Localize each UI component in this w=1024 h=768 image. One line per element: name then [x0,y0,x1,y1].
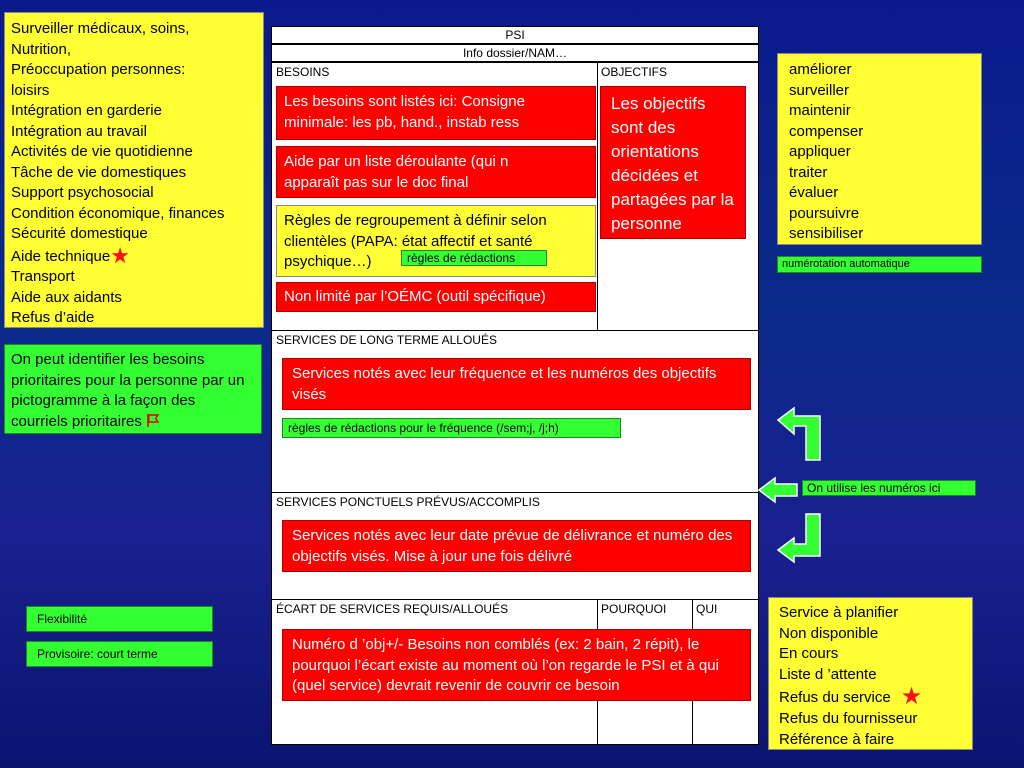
info-dossier: Info dossier/NAM… [462,46,568,60]
ecart-note [282,629,751,701]
psi-title-row [271,26,759,44]
statut-item: Service à planifier [779,604,899,621]
besoin-item-label: Aide technique [11,247,111,265]
statut-item-label: Refus du service [779,689,891,706]
verbe-item: poursuivre [789,204,860,222]
besoins-note-2 [276,146,596,198]
besoin-item: Aide aux aidants [11,288,122,306]
ecart-note-text: Numéro d ’obj+/- Besoins non comblés (ex: 2 bain, 2 répit), le pourquoi l’écart existe au moment où l’on regarde le PSI et à qui (quel service) devrait revenir de couvrir ce besoin [292,636,719,694]
long-terme-note [282,358,751,410]
objectifs-note [600,86,746,239]
ponctuels-note-text: Services notés avec leur date prévue de délivrance et numéro des objectifs visés. Mise à jour une fois délivré [292,527,733,565]
numeros-ici-label [802,480,976,496]
besoin-item: Nutrition, [11,40,72,58]
pourquoi-header: POURQUOI [601,602,667,616]
verbe-item: maintenir [789,102,851,119]
star-icon: ★ [110,242,130,268]
besoins-note-3-text: Règles de regroupement à définir selon clientèles (PAPA: état affectif et santé psychique…) [284,212,547,270]
frequence-rule-label [282,418,621,438]
besoin-item: loisirs [11,81,50,99]
psi-title: PSI [505,28,525,42]
besoins-note-4 [276,282,596,312]
provisoire-text: Provisoire: court terme [37,647,158,661]
besoin-item: Intégration au travail [11,122,147,140]
flexibilite-text: Flexibilité [37,612,88,626]
star-icon: ★ [900,683,923,710]
statut-item: En cours [779,645,839,662]
ponctuels-header: SERVICES PONCTUELS PRÉVUS/ACCOMPLIS [276,495,540,509]
besoins-note-3 [276,205,596,277]
besoins-list-box [4,12,264,328]
numeros-ici-text: On utilise les numéros ici [807,481,941,495]
regles-redaction-text: règles de rédactions [407,251,516,265]
arrow-icon [776,512,822,564]
flag-icon [146,413,160,435]
numerotation-label [777,256,982,273]
long-terme-section [271,330,759,493]
priority-note-text: On peut identifier les besoins prioritaires pour la personne par un pictogramme à la façon des courriels prioritaires [11,351,245,430]
verbe-item: améliorer [789,61,852,78]
besoin-item [11,242,263,268]
besoin-item: Refus d’aide [11,309,95,326]
verbe-item: surveiller [789,81,850,99]
besoins-note-4-text: Non limité par l’OÉMC (outil spécifique) [284,288,546,305]
besoin-item: Intégration en garderie [11,102,162,119]
provisoire-label [26,641,213,667]
statut-item: Non disponible [779,624,879,642]
besoin-item: Transport [11,268,75,285]
besoins-header: BESOINS [276,65,330,79]
statut-service-box [768,597,973,750]
verbe-item: sensibiliser [789,225,864,242]
verbes-box [777,53,982,245]
besoin-item: Tâche de vie domestiques [11,163,187,181]
besoins-note-1 [276,86,596,140]
frequence-rule-text: règles de rédactions pour le fréquence (/sem;j, /j;h) [288,421,559,435]
regles-redaction-label [401,250,547,266]
statut-item: Refus du fournisseur [779,710,918,727]
besoins-note-2-text: Aide par un liste déroulante (qui n apparaît pas sur le doc final [284,153,509,191]
long-terme-header: SERVICES DE LONG TERME ALLOUÉS [276,333,497,347]
objectifs-note-text: Les objectifs sont des orientations décidées et partagées par la personne [611,94,734,233]
besoins-note-1-text: Les besoins sont listés ici: Consigne minimale: les pb, hand., instab ress [284,93,525,131]
long-terme-note-text: Services notés avec leur fréquence et les numéros des objectifs visés [292,365,717,403]
besoin-item: Préoccupation personnes: [11,61,186,78]
objectifs-header: OBJECTIFS [601,65,668,79]
priority-note-box [4,344,262,434]
arrow-icon [776,406,822,462]
besoin-item: Activités de vie quotidienne [11,143,193,160]
arrow-icon [757,476,799,504]
verbe-item: évaluer [789,184,839,201]
verbe-item: compenser [789,122,864,140]
qui-header: QUI [696,602,718,616]
besoin-item: Surveiller médicaux, soins, [11,20,190,37]
info-dossier-row [271,44,759,62]
verbe-item: appliquer [789,143,851,160]
statut-item: Référence à faire [779,730,895,748]
verbe-item: traiter [789,163,828,181]
statut-item: Liste d ’attente [779,665,877,683]
flexibilite-label [26,606,213,632]
numerotation-text: numérotation automatique [782,258,910,270]
ponctuels-note [282,520,751,572]
besoin-item: Sécurité domestique [11,225,148,242]
besoin-item: Condition économique, finances [11,204,225,222]
ecart-header: ÉCART DE SERVICES REQUIS/ALLOUÉS [276,602,509,616]
besoin-item: Support psychosocial [11,184,154,201]
statut-item [779,685,972,709]
